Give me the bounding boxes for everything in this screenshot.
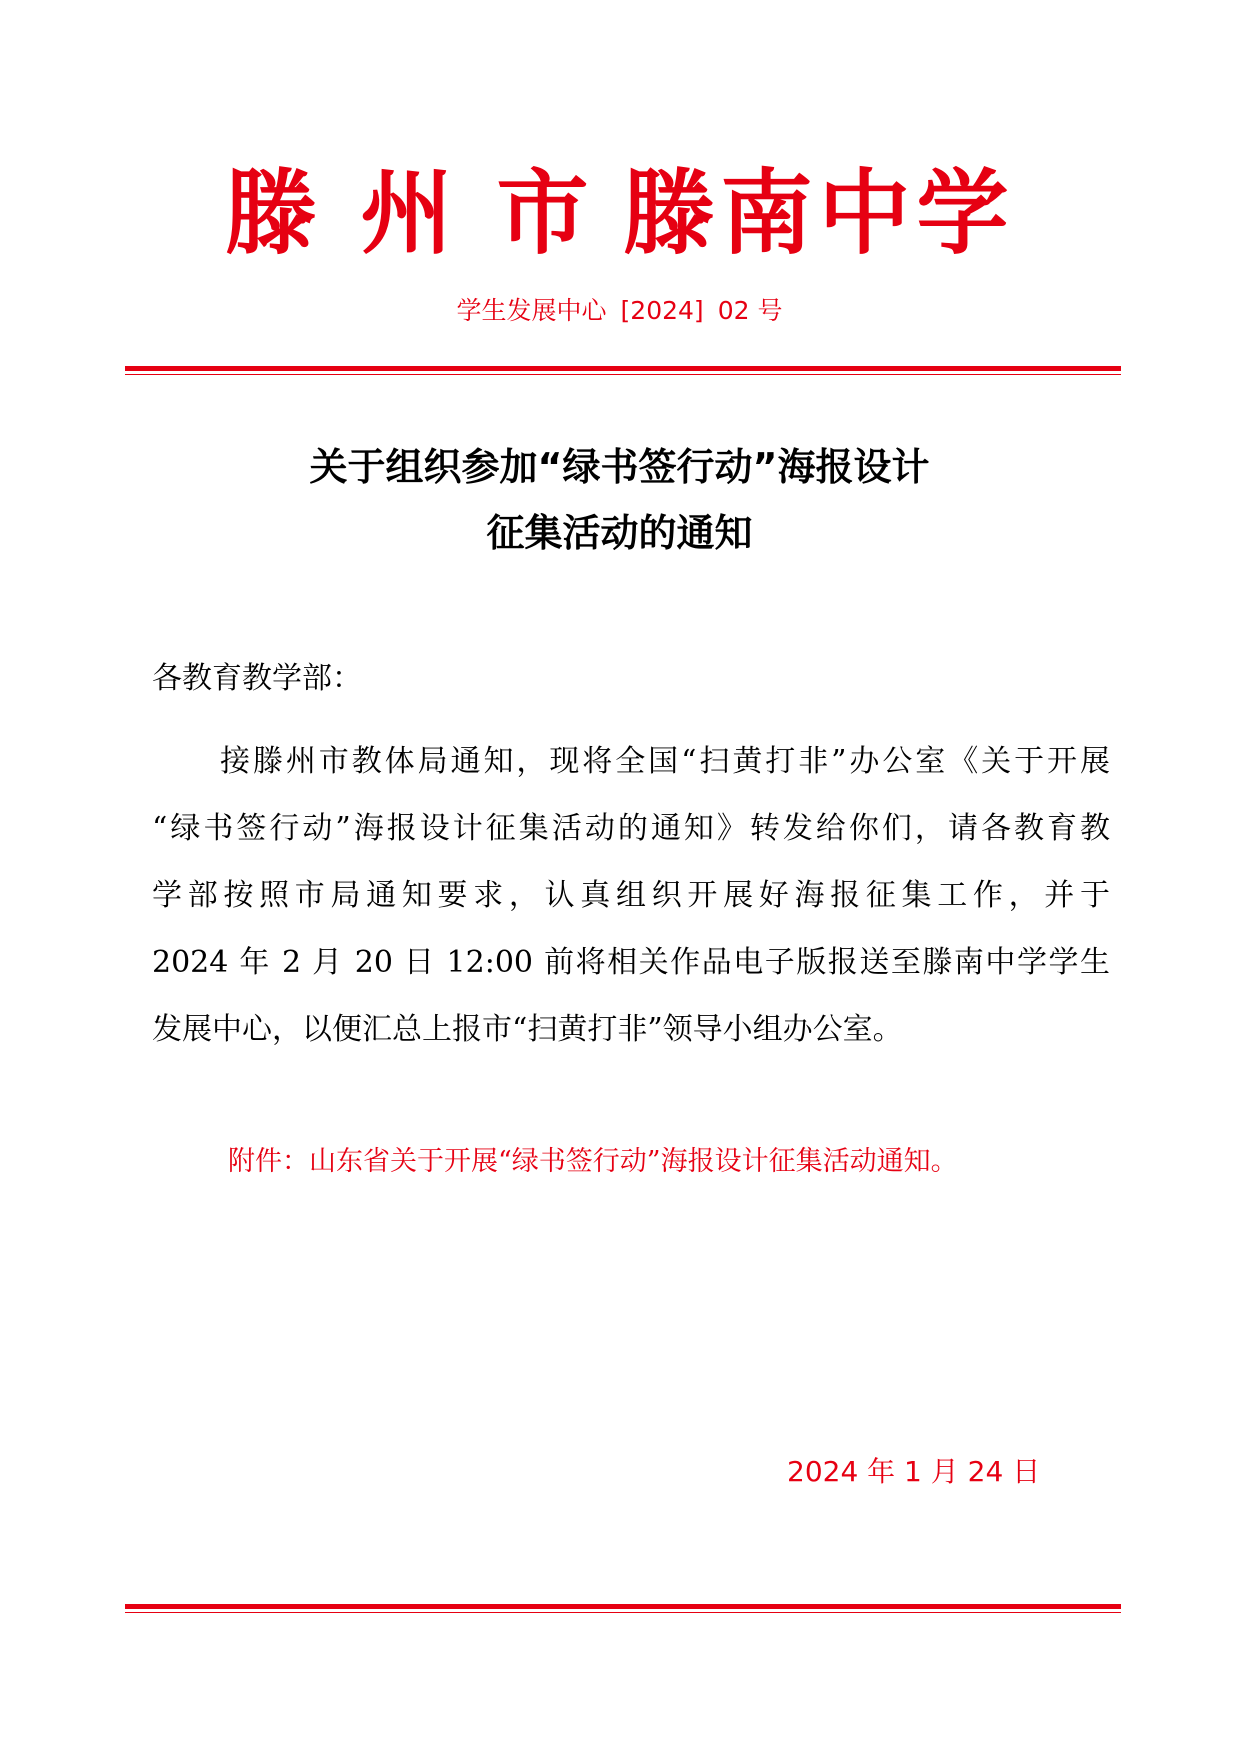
body-line: 2024 年 2 月 20 日 12:00 前将相关作品电子版报送至滕南中学学生 — [152, 945, 1110, 980]
notice-title — [0, 434, 1239, 566]
doc-number-year: [2024] — [620, 296, 704, 325]
doc-number-seq: 02 号 — [717, 296, 783, 325]
body-line: 学部按照市局通知要求，认真组织开展好海报征集工作，并于 — [152, 878, 1110, 913]
attachment-note: 附件：山东省关于开展“绿书签行动”海报设计征集活动通知。 — [228, 1146, 958, 1177]
header-divider — [125, 366, 1121, 375]
body-line: 发展中心，以便汇总上报市“扫黄打非”领导小组办公室。 — [152, 1012, 903, 1047]
notice-body — [152, 728, 1110, 1063]
notice-title-line-2: 征集活动的通知 — [486, 511, 753, 555]
body-line: 接滕州市教体局通知，现将全国“扫黄打非”办公室《关于开展 — [220, 744, 1110, 779]
salutation: 各教育教学部： — [152, 661, 362, 696]
school-letterhead-title — [0, 160, 1239, 267]
footer-divider — [125, 1604, 1121, 1613]
letterhead-city: 滕 州 市 — [224, 160, 595, 267]
body-line: “绿书签行动”海报设计征集活动的通知》转发给你们，请各教育教 — [152, 811, 1110, 846]
letterhead-school: 滕南中学 — [622, 160, 1015, 267]
notice-title-line-1: 关于组织参加“绿书签行动”海报设计 — [309, 445, 930, 489]
document-number — [0, 298, 1239, 323]
issue-date: 2024 年 1 月 24 日 — [787, 1455, 1041, 1488]
doc-number-prefix: 学生发展中心 — [456, 296, 607, 325]
